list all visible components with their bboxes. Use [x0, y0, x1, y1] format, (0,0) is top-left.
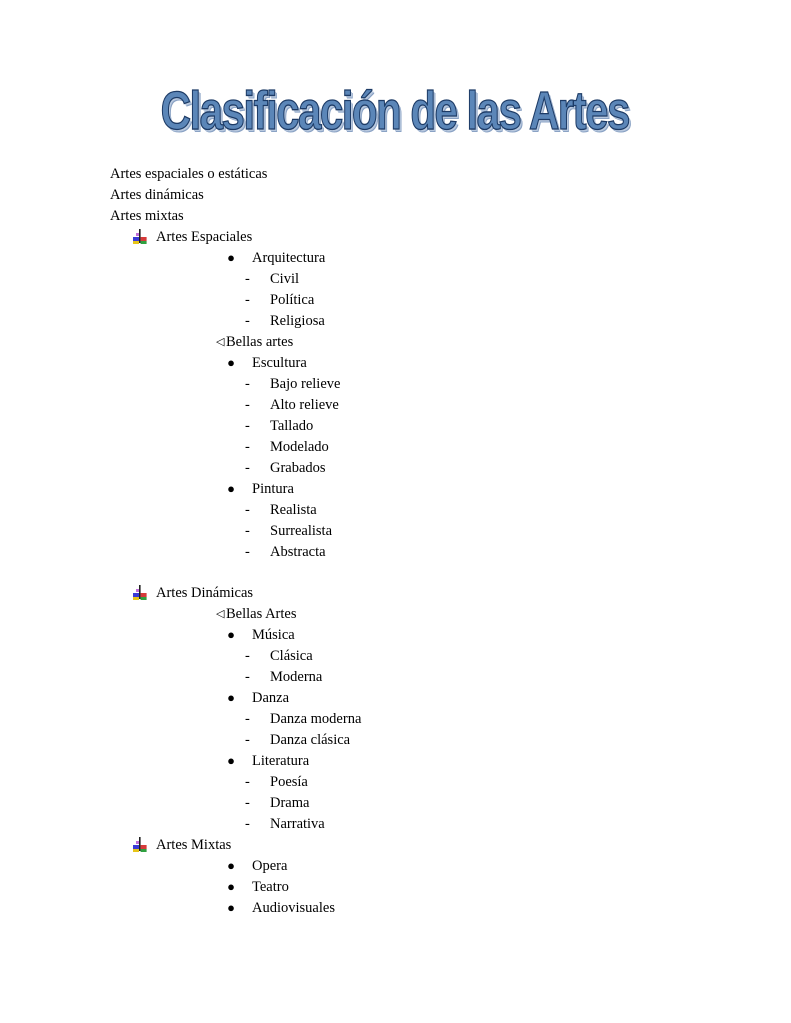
sub-list-item: Religiosa [270, 313, 325, 329]
dash-marker: - [245, 292, 250, 308]
sub-list-item: Moderna [270, 669, 323, 685]
dash-marker: - [245, 795, 250, 811]
sub-list-item: Drama [270, 795, 310, 811]
sub-list-item: Política [270, 292, 315, 308]
arrow-left-icon: ◁ [216, 335, 225, 348]
list-item: Opera [252, 858, 288, 874]
dash-marker: - [245, 271, 250, 287]
dash-marker: - [245, 732, 250, 748]
intro-line: Artes dinámicas [110, 187, 204, 203]
bullet-icon: ● [227, 355, 235, 370]
intro-line: Artes mixtas [110, 208, 184, 224]
dash-marker: - [245, 439, 250, 455]
list-item: Música [252, 627, 295, 643]
page-title: Clasificación de las Artes [160, 81, 629, 141]
list-item: Arquitectura [252, 250, 326, 266]
sub-list-item: Poesía [270, 774, 308, 790]
sub-list-item: Surrealista [270, 523, 333, 539]
checkered-flag-icon [132, 229, 148, 245]
list-item: Teatro [252, 879, 289, 895]
dash-marker: - [245, 816, 250, 832]
sub-list-item: Civil [270, 271, 300, 287]
list-item: Pintura [252, 481, 294, 497]
dash-marker: - [245, 523, 250, 539]
sub-list-item: Grabados [270, 460, 326, 476]
list-item: Escultura [252, 355, 307, 371]
dash-marker: - [245, 502, 250, 518]
section-heading: Artes Espaciales [156, 229, 253, 245]
dash-marker: - [245, 418, 250, 434]
bullet-icon: ● [227, 900, 235, 915]
dash-marker: - [245, 397, 250, 413]
dash-marker: - [245, 774, 250, 790]
sub-list-item: Bajo relieve [270, 376, 341, 392]
subsection-label: Bellas artes [226, 334, 294, 350]
dash-marker: - [245, 313, 250, 329]
dash-marker: - [245, 648, 250, 664]
list-item: Literatura [252, 753, 310, 769]
arrow-left-icon: ◁ [216, 607, 225, 620]
dash-marker: - [245, 544, 250, 560]
subsection-label: Bellas Artes [226, 606, 297, 622]
bullet-icon: ● [227, 627, 235, 642]
sub-list-item: Tallado [270, 418, 314, 434]
bullet-icon: ● [227, 481, 235, 496]
list-item: Audiovisuales [252, 900, 335, 916]
sub-list-item: Danza clásica [270, 732, 351, 748]
sub-list-item: Narrativa [270, 816, 325, 832]
sub-list-item: Modelado [270, 439, 329, 455]
bullet-icon: ● [227, 250, 235, 265]
checkered-flag-icon [132, 585, 148, 601]
sub-list-item: Abstracta [270, 544, 326, 560]
intro-line: Artes espaciales o estáticas [110, 166, 268, 182]
sub-list-item: Alto relieve [270, 397, 339, 413]
dash-marker: - [245, 711, 250, 727]
sub-list-item: Clásica [270, 648, 313, 664]
list-item: Danza [252, 690, 290, 706]
bullet-icon: ● [227, 858, 235, 873]
bullet-icon: ● [227, 753, 235, 768]
dash-marker: - [245, 460, 250, 476]
sub-list-item: Danza moderna [270, 711, 362, 727]
bullet-icon: ● [227, 690, 235, 705]
dash-marker: - [245, 376, 250, 392]
section-heading: Artes Dinámicas [156, 585, 254, 601]
sub-list-item: Realista [270, 502, 317, 518]
bullet-icon: ● [227, 879, 235, 894]
section-heading: Artes Mixtas [156, 837, 232, 853]
dash-marker: - [245, 669, 250, 685]
checkered-flag-icon [132, 837, 148, 853]
